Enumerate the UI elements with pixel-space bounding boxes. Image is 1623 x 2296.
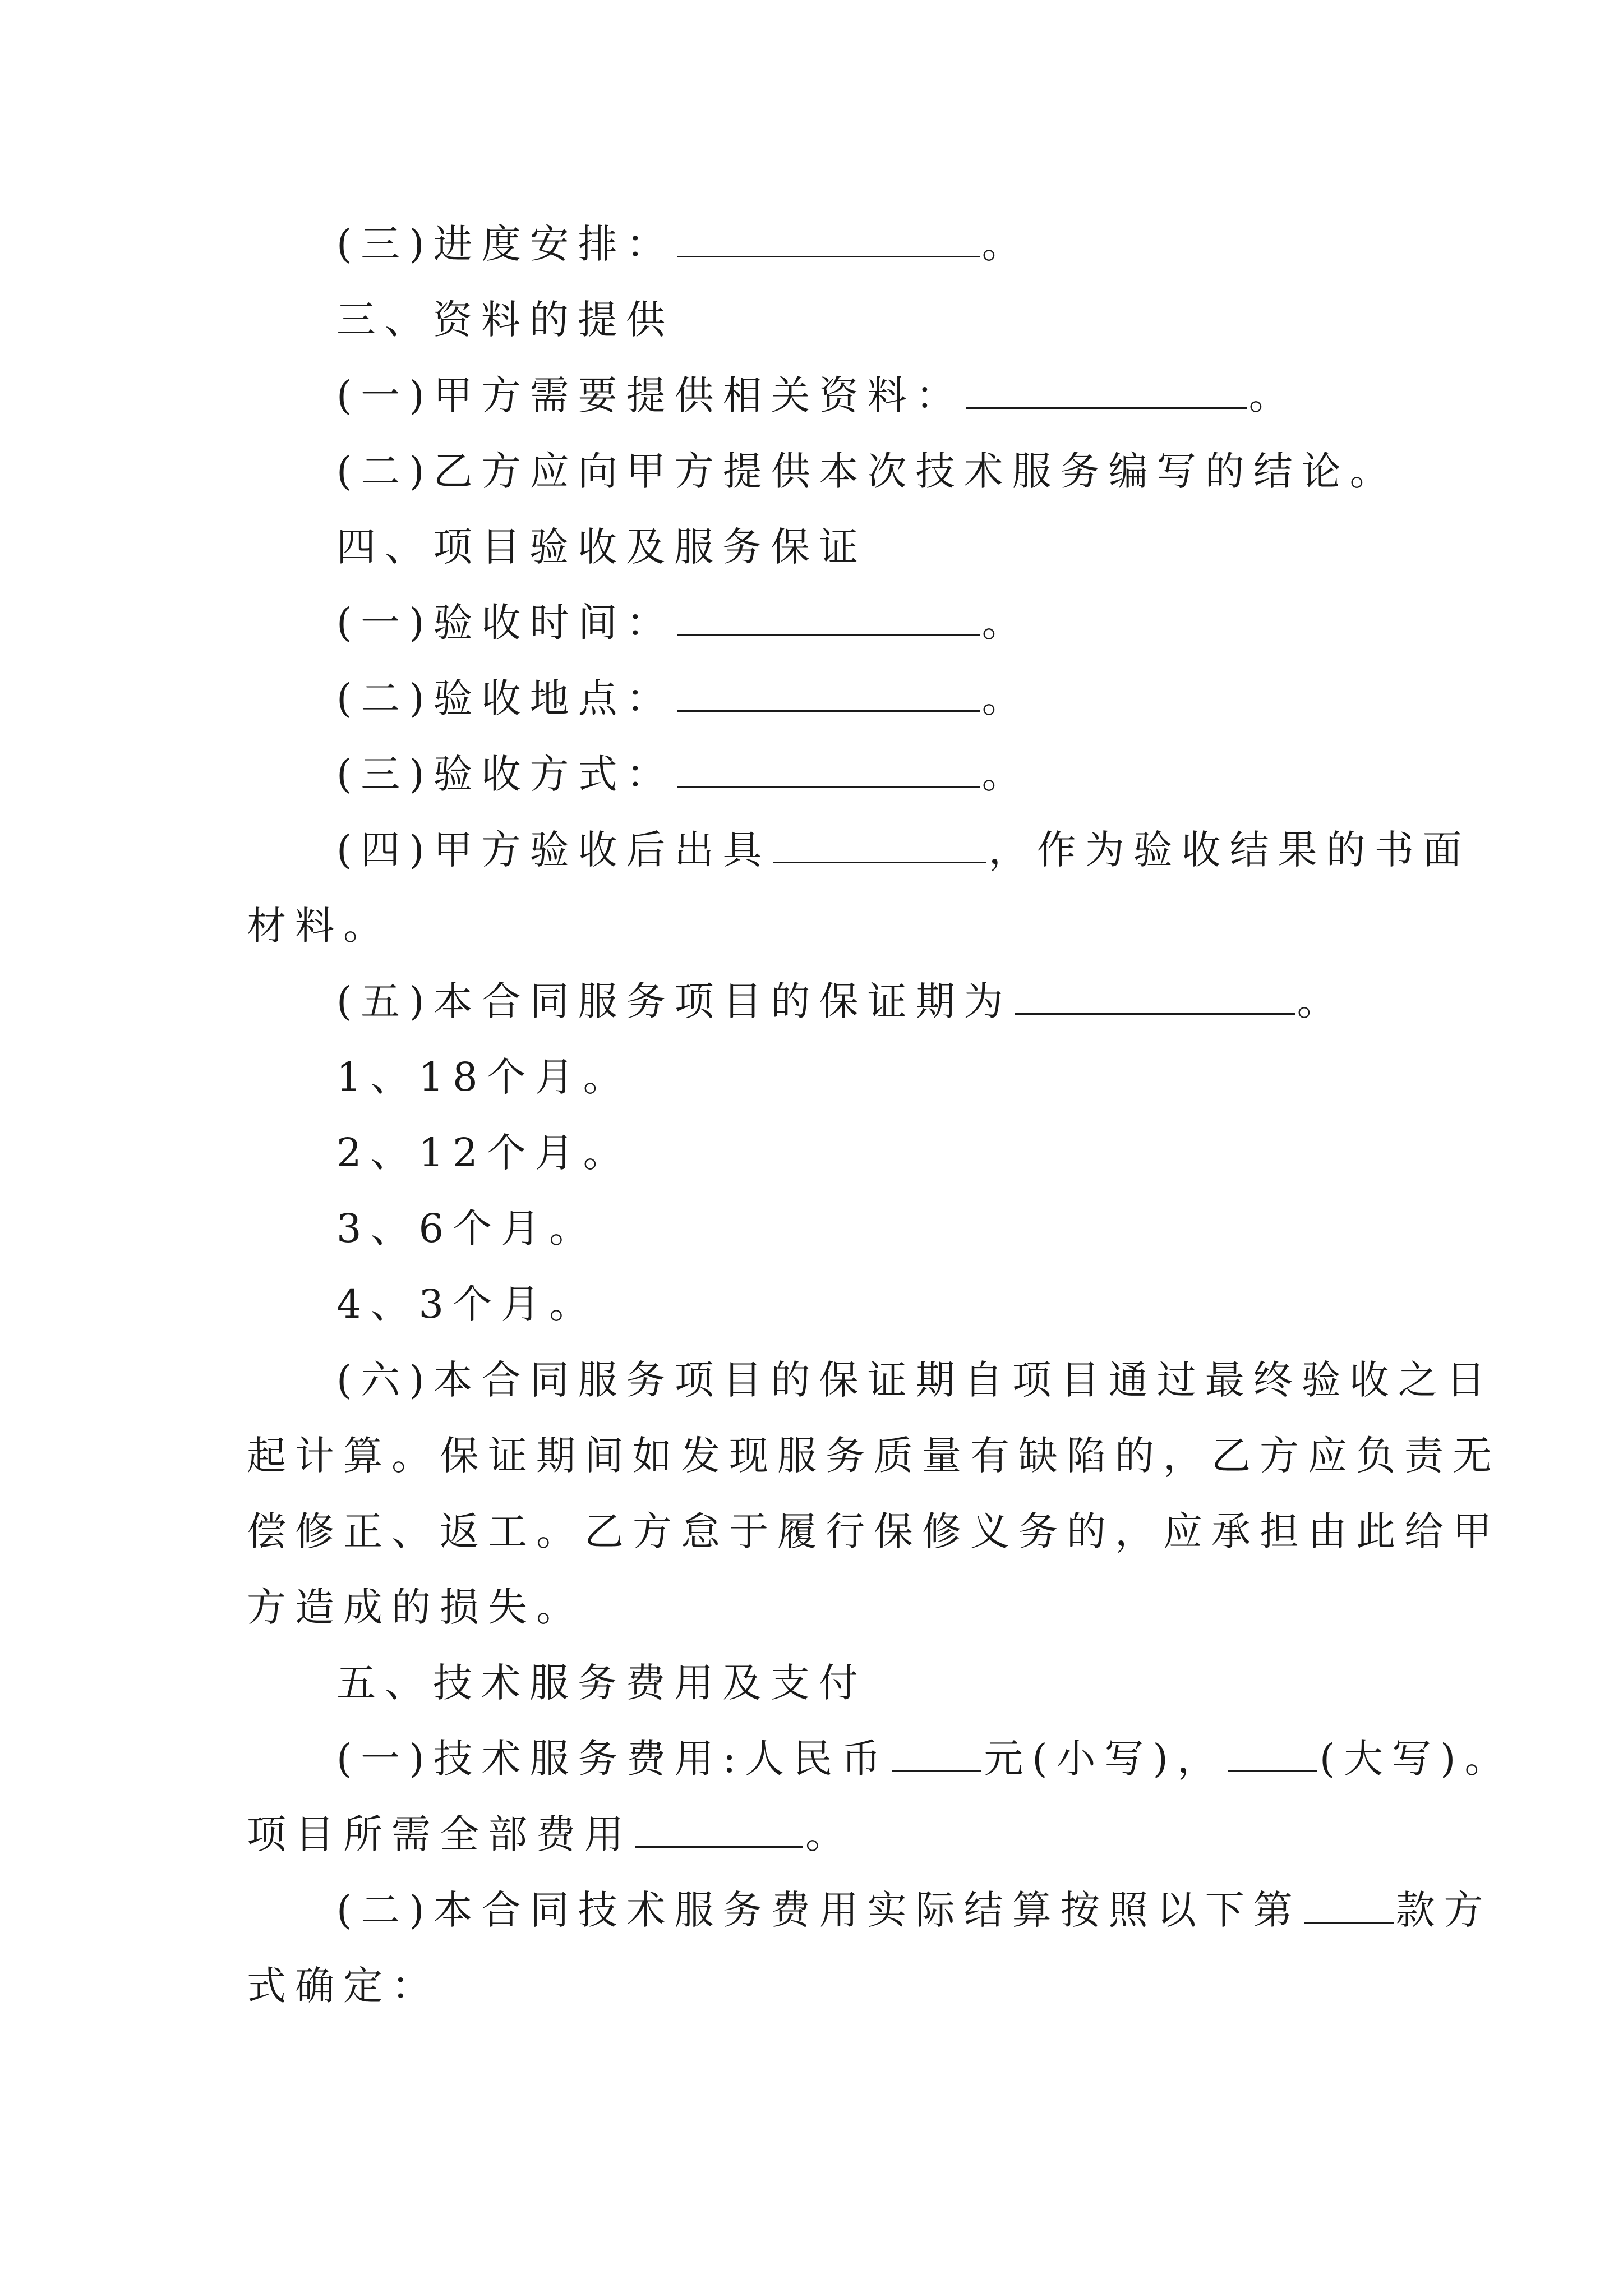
party-a-materials-line (336, 367, 1297, 424)
warranty-period-line (336, 973, 1345, 1029)
warranty-period-label: (五)本合同服务项目的保证期为 (336, 978, 1012, 1024)
schedule-line (336, 216, 1030, 272)
total-fee-blank[interactable] (635, 1807, 803, 1848)
settlement-line (336, 1882, 1492, 1938)
warranty-clause-line-2: 起计算。保证期间如发现服务质量有缺陷的，乙方应负责无 (247, 1433, 1501, 1479)
settlement-rest: 款方 (1395, 1887, 1492, 1933)
fee-uppercase-blank[interactable] (1228, 1731, 1317, 1772)
warranty-option-4: 4、3个月。 (336, 1281, 598, 1327)
acceptance-method-label: (三)验收方式： (336, 751, 675, 797)
acceptance-document-label: (四)甲方验收后出具 (336, 827, 771, 873)
party-a-materials-blank[interactable] (966, 368, 1247, 409)
acceptance-time-line (336, 595, 1030, 651)
section-5-heading: 五、技术服务费用及支付 (336, 1660, 867, 1706)
settlement-continuation: 式确定： (247, 1963, 440, 2009)
settlement-clause-blank[interactable] (1304, 1883, 1394, 1924)
warranty-period-end: 。 (1297, 978, 1345, 1024)
acceptance-place-end: 。 (981, 675, 1030, 721)
fee-lowercase-unit: 元(小写)， (984, 1736, 1225, 1782)
service-fee-label: (一)技术服务费用:人民币 (336, 1736, 890, 1782)
acceptance-document-line (336, 822, 1471, 878)
schedule-end: 。 (981, 221, 1030, 267)
acceptance-place-blank[interactable] (677, 671, 980, 712)
acceptance-method-line (336, 746, 1030, 802)
warranty-clause-line-4: 方造成的损失。 (247, 1584, 584, 1630)
fee-uppercase-unit: (大写)。 (1319, 1736, 1513, 1782)
acceptance-time-blank[interactable] (677, 595, 980, 636)
total-fee-end: 。 (805, 1811, 854, 1857)
warranty-clause-line-3: 偿修正、返工。乙方怠于履行保修义务的，应承担由此给甲 (247, 1508, 1501, 1554)
total-fee-line (247, 1806, 854, 1862)
party-b-conclusion-line: (二)乙方应向甲方提供本次技术服务编写的结论。 (336, 448, 1398, 494)
settlement-label: (二)本合同技术服务费用实际结算按照以下第 (336, 1887, 1302, 1933)
acceptance-document-rest: ，作为验收结果的书面 (988, 827, 1471, 873)
warranty-option-2: 2、12个月。 (336, 1130, 631, 1176)
acceptance-time-label: (一)验收时间： (336, 600, 675, 646)
warranty-option-3: 3、6个月。 (336, 1205, 598, 1251)
fee-lowercase-blank[interactable] (892, 1731, 981, 1772)
schedule-blank[interactable] (677, 217, 980, 257)
acceptance-document-continuation: 材料。 (247, 903, 391, 949)
party-a-materials-end: 。 (1248, 372, 1297, 418)
warranty-period-blank[interactable] (1015, 974, 1295, 1015)
acceptance-method-blank[interactable] (677, 747, 980, 788)
warranty-clause-line-1: (六)本合同服务项目的保证期自项目通过最终验收之日 (336, 1357, 1495, 1403)
total-fee-label: 项目所需全部费用 (247, 1811, 633, 1857)
warranty-option-1: 1、18个月。 (336, 1054, 631, 1100)
section-3-heading: 三、资料的提供 (336, 297, 674, 343)
acceptance-place-label: (二)验收地点： (336, 675, 675, 721)
party-a-materials-label: (一)甲方需要提供相关资料： (336, 372, 964, 418)
acceptance-time-end: 。 (981, 600, 1030, 646)
acceptance-method-end: 。 (981, 751, 1030, 797)
acceptance-document-blank[interactable] (773, 822, 986, 863)
service-fee-line (336, 1731, 1513, 1787)
schedule-label: (三)进度安排： (336, 221, 675, 267)
section-4-heading: 四、项目验收及服务保证 (336, 524, 867, 570)
acceptance-place-line (336, 670, 1030, 726)
